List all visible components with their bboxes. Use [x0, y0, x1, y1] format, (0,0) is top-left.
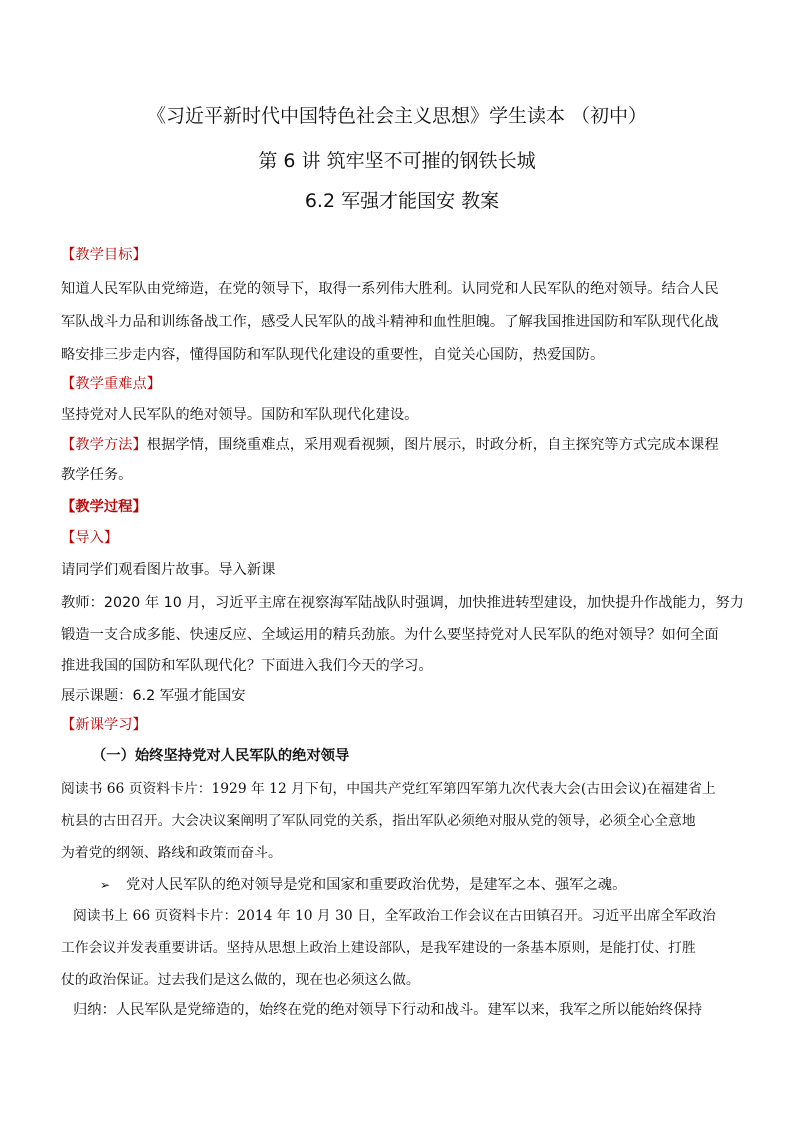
reading-card-line: 工作会议并发表重要讲话。坚持从思想上政治上建设部队，是我军建设的一条基本原则，是能打仗、打胜: [61, 940, 696, 956]
goals-heading: 【教学目标】: [61, 247, 147, 263]
topic-line: 展示课题：6.2 军强才能国安: [61, 688, 246, 704]
methods-text-cont: 教学任务。: [61, 467, 133, 483]
intro-heading: 【导入】: [61, 530, 119, 546]
subsection-heading: （一）始终坚持党对人民军队的绝对领导: [92, 748, 350, 764]
goals-line: 略安排三步走内容，懂得国防和军队现代化建设的重要性，自觉关心国防，热爱国防。: [61, 347, 605, 363]
book-title: 《习近平新时代中国特色社会主义思想》学生读本 （初中）: [146, 105, 648, 127]
methods-text: 根据学情，围绕重难点，采用观看视频，图片展示，时政分析，自主探究等方式完成本课程: [146, 437, 719, 453]
teacher-line: 锻造一支合成多能、快速反应、全域运用的精兵劲旅。为什么要坚持党对人民军队的绝对领导？如何全面: [61, 627, 719, 643]
intro-line: 请同学们观看图片故事。导入新课: [61, 562, 276, 578]
goals-line: 知道人民军队由党缔造，在党的领导下，取得一系列伟大胜利。认同党和人民军队的绝对领导。结合人民: [61, 281, 719, 297]
methods-heading: 【教学方法】: [61, 437, 147, 453]
reading-card-line: 杭县的古田召开。大会决议案阐明了军队同党的关系，指出军队必须绝对服从党的领导，必须全心全意地: [61, 813, 696, 829]
reading-card-line: 为着党的纲领、路线和政策而奋斗。: [61, 845, 282, 861]
lesson-title: 6.2 军强才能国安 教案: [304, 190, 500, 212]
goals-line: 军队战斗力品和训练备战工作，感受人民军队的战斗精神和血性胆魄。了解我国推进国防和军队现代化战: [61, 314, 719, 330]
teacher-line: 推进我国的国防和军队现代化？下面进入我们今天的学习。: [61, 658, 433, 674]
reading-card-line: 阅读书上 66 页资料卡片：2014 年 10 月 30 日，全军政治工作会议在古田镇召开。习近平出席全军政治: [73, 908, 716, 924]
process-heading: 【教学过程】: [61, 499, 147, 515]
key-points-text: 坚持党对人民军队的绝对领导。国防和军队现代化建设。: [61, 407, 419, 423]
bullet-arrow-icon: ➢: [100, 878, 111, 892]
reading-card-line: 仗的政治保证。过去我们是这么做的，现在也必须这么做。: [61, 972, 420, 988]
reading-card-line: 阅读书 66 页资料卡片：1929 年 12 月下旬，中国共产党红军第四军第九次代表大会(古田会议)在福建省上: [61, 781, 716, 797]
teacher-line: 教师：2020 年 10 月，习近平主席在视察海军陆战队时强调，加快推进转型建设，加快提升作战能力，努力: [61, 595, 744, 611]
summary-line: 归纳：人民军队是党缔造的，始终在党的绝对领导下行动和战斗。建军以来，我军之所以能始终保持: [73, 1002, 703, 1018]
bullet-text: 党对人民军队的绝对领导是党和国家和重要政治优势，是建军之本、强军之魂。: [126, 877, 627, 893]
methods-line: [61, 435, 741, 455]
new-learning-heading: 【新课学习】: [61, 717, 147, 733]
lecture-title: 第 6 讲 筑牢坚不可摧的钢铁长城: [258, 150, 536, 172]
key-points-heading: 【教学重难点】: [61, 376, 162, 392]
